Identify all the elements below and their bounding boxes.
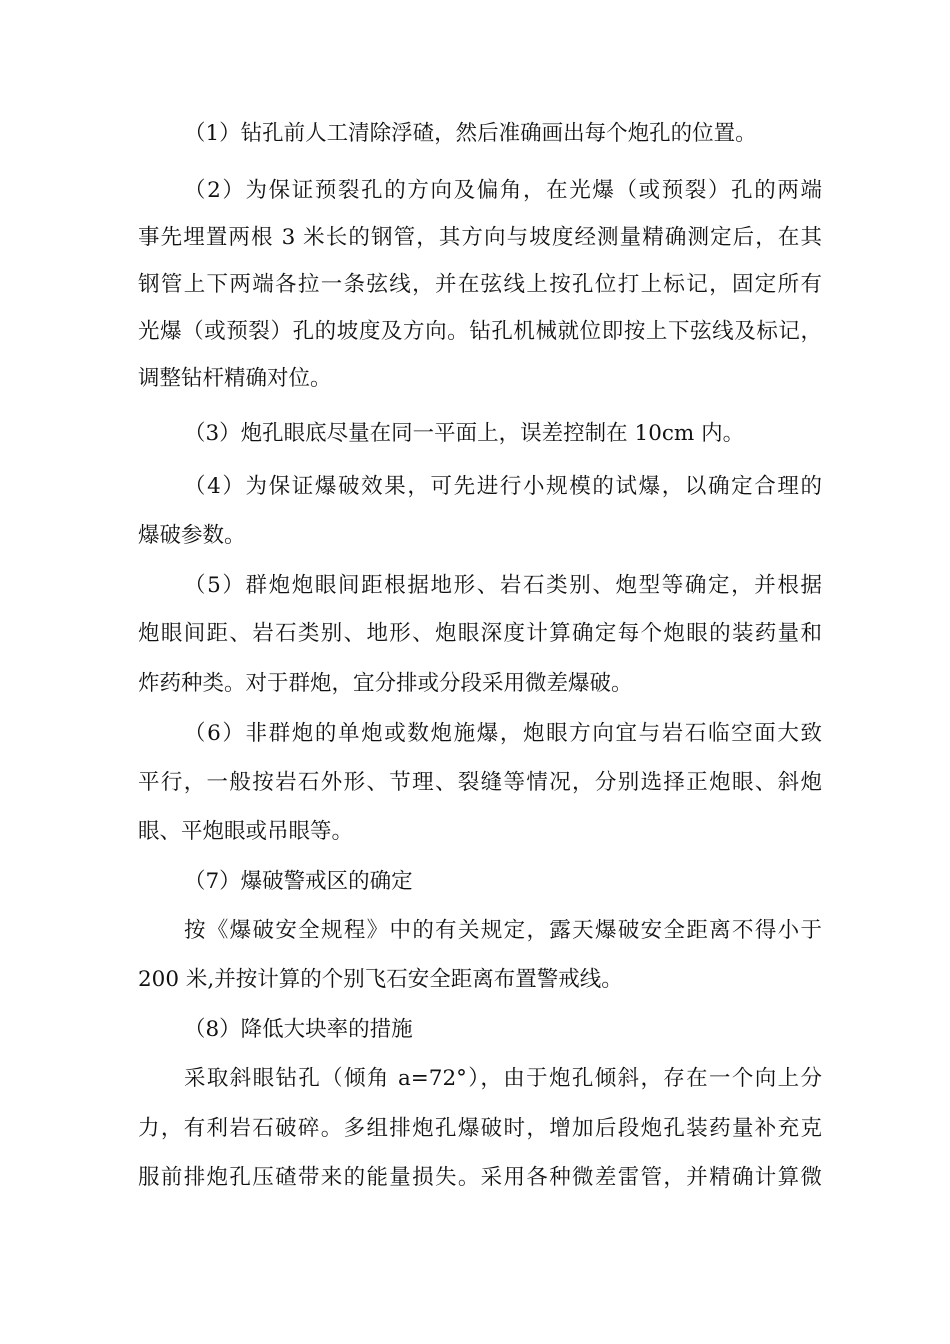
paragraph-2-line-5: 调整钻杆精确对位。 (138, 366, 332, 391)
paragraph-6-line-3: 眼、平炮眼或吊眼等。 (138, 819, 354, 844)
section-8-heading: （8）降低大块率的措施 (184, 1017, 413, 1042)
paragraph-6-line-2: 平行，一般按岩石外形、节理、裂缝等情况，分别选择正炮眼、斜炮 (138, 770, 822, 795)
section-7-heading: （7）爆破警戒区的确定 (184, 869, 413, 894)
paragraph-2-line-4: 光爆（或预裂）孔的坡度及方向。钻孔机械就位即按上下弦线及标记， (138, 319, 822, 344)
paragraph-2-line-3: 钢管上下两端各拉一条弦线，并在弦线上按孔位打上标记，固定所有 (138, 272, 822, 297)
paragraph-5-line-3: 炸药种类。对于群炮，宜分排或分段采用微差爆破。 (138, 671, 633, 696)
paragraph-5-line-2: 炮眼间距、岩石类别、地形、炮眼深度计算确定每个炮眼的装药量和 (138, 621, 822, 646)
paragraph-3-line-1: （3）炮孔眼底尽量在同一平面上，误差控制在 10cm 内。 (184, 421, 745, 446)
paragraph-4-line-1: （4）为保证爆破效果，可先进行小规模的试爆，以确定合理的 (184, 474, 822, 499)
paragraph-7-line-2: 200 米,并按计算的个别飞石安全距离布置警戒线。 (138, 967, 623, 992)
paragraph-2-line-1: （2）为保证预裂孔的方向及偏角，在光爆（或预裂）孔的两端 (184, 178, 822, 203)
paragraph-6-line-1: （6）非群炮的单炮或数炮施爆，炮眼方向宜与岩石临空面大致 (184, 721, 822, 746)
paragraph-8-line-1: 采取斜眼钻孔（倾角 a=72°），由于炮孔倾斜，存在一个向上分 (184, 1066, 822, 1091)
paragraph-8-line-3: 服前排炮孔压碴带来的能量损失。采用各种微差雷管，并精确计算微 (138, 1165, 822, 1190)
paragraph-1-line-1: （1）钻孔前人工清除浮碴，然后准确画出每个炮孔的位置。 (184, 121, 757, 146)
paragraph-5-line-1: （5）群炮炮眼间距根据地形、岩石类别、炮型等确定，并根据 (184, 573, 822, 598)
paragraph-4-line-2: 爆破参数。 (138, 523, 246, 548)
paragraph-8-line-2: 力，有利岩石破碎。多组排炮孔爆破时，增加后段炮孔装药量补充克 (138, 1116, 822, 1141)
paragraph-7-line-1: 按《爆破安全规程》中的有关规定，露天爆破安全距离不得小于 (184, 918, 822, 943)
paragraph-2-line-2: 事先埋置两根 3 米长的钢管，其方向与坡度经测量精确测定后，在其 (138, 225, 822, 250)
